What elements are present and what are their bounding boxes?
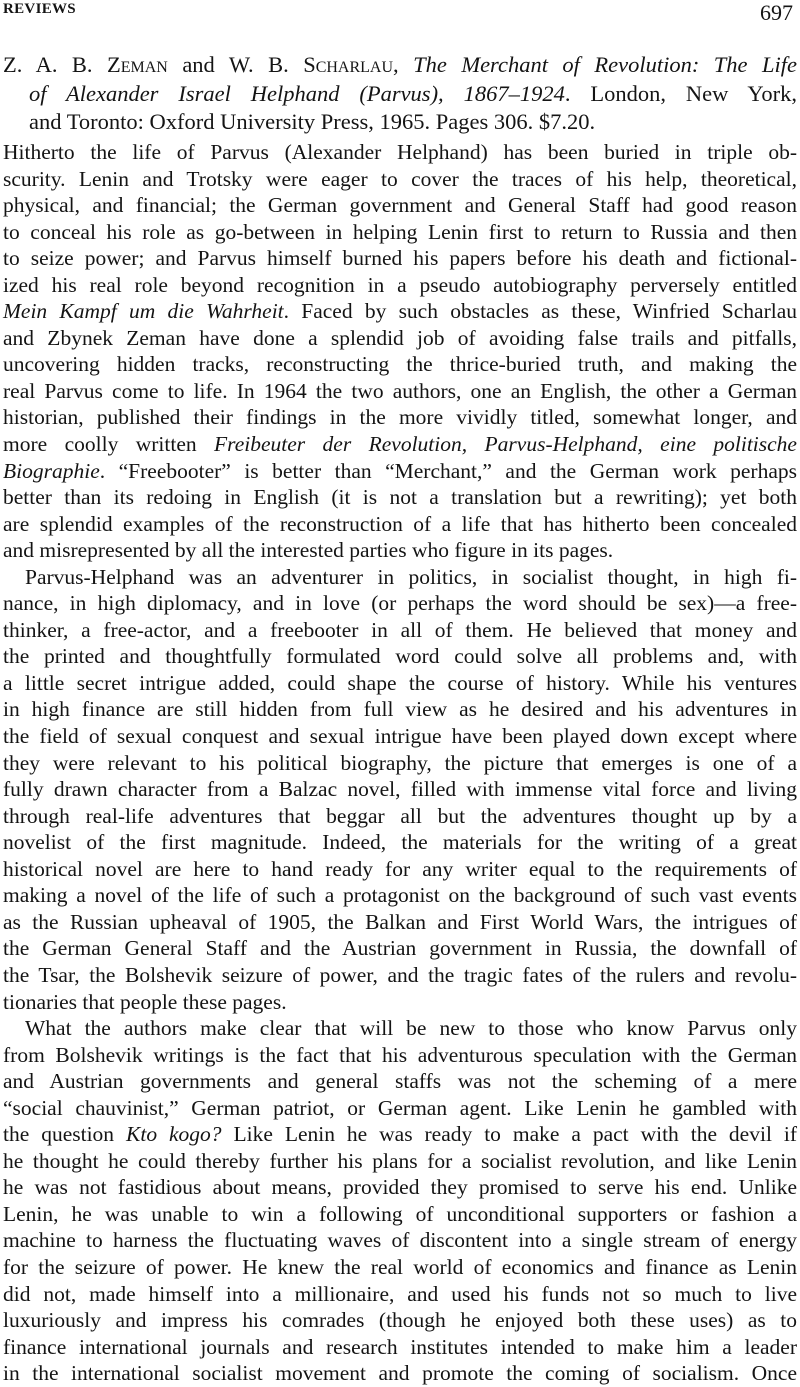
citation-text: . London, New York, <box>564 80 797 106</box>
text-line: he thought he could thereby further his plans for a socialist revolution, and like Lenin <box>3 1148 797 1173</box>
running-head: REVIEWS <box>3 1 76 17</box>
paragraph <box>3 1015 797 1387</box>
citation-line: and Toronto: Oxford University Press, 1965. Pages 306. $7.20. <box>29 109 596 134</box>
text-line: the German General Staff and the Austrian government in Russia, the downfall of <box>3 936 797 961</box>
text-line: “social chauvinist,” German patriot, or German agent. Like Lenin he gambled with <box>3 1095 797 1120</box>
text-line: to conceal his role as go-between in helping Lenin first to return to Russia and then <box>3 219 797 244</box>
text-span: more coolly written <box>3 432 215 457</box>
text-line: Lenin, he was unable to win a following of unconditional supporters or fashion a <box>3 1201 797 1226</box>
review-body <box>3 139 797 1387</box>
author-surname: Zeman <box>107 52 168 77</box>
italic-phrase: Kto kogo? <box>126 1122 222 1147</box>
text-line: luxuriously and impress his comrades (though he enjoyed both these uses) as to <box>3 1308 797 1333</box>
text-line: a little secret intrigue added, could shape the course of history. While his ventures <box>3 670 797 695</box>
text-line: from Bolshevik writings is the fact that his adventurous speculation with the German <box>3 1042 797 1067</box>
paragraph <box>3 564 797 1015</box>
book-citation <box>3 51 797 137</box>
text-line: finance international journals and research institutes intended to make him a leader <box>3 1334 797 1359</box>
text-line: tionaries that people these pages. <box>3 989 287 1014</box>
text-line <box>3 1121 797 1148</box>
text-line: did not, made himself into a millionaire, and used his funds not so much to live <box>3 1281 797 1306</box>
text-span: Like Lenin he was ready to make a pact with the devil if <box>221 1122 797 1147</box>
citation-line <box>3 80 797 109</box>
book-title: The Merchant of Revolution: The Life <box>413 52 797 77</box>
text-line: the field of sexual conquest and sexual intrigue have been played down except where <box>3 724 797 749</box>
text-line: the printed and thoughtfully formulated word could solve all problems and, with <box>3 644 797 669</box>
text-line: Hitherto the life of Parvus (Alexander Helphand) has been buried in triple ob- <box>3 140 797 164</box>
text-line: they were relevant to his political biography, the picture that emerges is one of a <box>3 750 797 775</box>
text-line: the Tsar, the Bolshevik seizure of power, and the tragic fates of the rulers and revolu- <box>3 962 797 987</box>
text-line <box>3 431 797 458</box>
text-line: fully drawn character from a Balzac novel, filled with immense vital force and living <box>3 777 797 802</box>
text-line: real Parvus come to life. In 1964 the two authors, one an English, the other a German <box>3 378 797 403</box>
text-line: through real-life adventures that beggar all but the adventures thought up by a <box>3 803 797 828</box>
paragraph <box>3 139 797 564</box>
page-header <box>3 0 795 24</box>
text-line: ized his real role beyond recognition in a pseudo autobiography perversely entitled <box>3 272 797 297</box>
author-surname: Scharlau <box>303 52 394 77</box>
text-line: machine to harness the fluctuating waves of discontent into a single stream of energy <box>3 1228 797 1253</box>
text-line: historical novel are here to hand ready for any writer equal to the requirements of <box>3 856 797 881</box>
text-line: are splendid examples of the reconstruction of a life that has hitherto been concealed <box>3 511 797 536</box>
citation-text: and W. B. <box>167 52 304 77</box>
text-line: and Austrian governments and general staffs was not the scheming of a mere <box>3 1069 797 1094</box>
text-line: making a novel of the life of such a protagonist on the background of such vast events <box>3 883 797 908</box>
italic-title: Freibeuter der Revolution, Parvus-Helphand, eine politische <box>214 432 797 457</box>
text-span: . Faced by such obstacles as these, Winfried Scharlau <box>283 299 797 324</box>
text-line: nance, in high diplomacy, and in love (or perhaps the word should be sex)—a free- <box>3 591 797 616</box>
text-line: physical, and financial; the German government and General Staff had good reason <box>3 193 797 218</box>
text-line: he was not fastidious about means, provided they promised to serve his end. Unlike <box>3 1175 797 1200</box>
text-line: uncovering hidden tracks, reconstructing the thrice-buried truth, and making the <box>3 352 797 377</box>
author-initials: Z. A. B. <box>3 52 107 77</box>
text-line: Parvus-Helphand was an adventurer in politics, in socialist thought, in high fi- <box>25 564 797 589</box>
text-line: novelist of the first magnitude. Indeed, the materials for the writing of a great <box>3 830 797 855</box>
text-line: in the international socialist movement and promote the coming of socialism. Once <box>3 1361 797 1386</box>
citation-text: , <box>393 52 414 77</box>
text-span: . “Freebooter” is better than “Merchant,” and the German work perhaps <box>99 458 797 483</box>
text-line: better than its redoing in English (it is not a translation but a rewriting); yet both <box>3 485 797 510</box>
text-line: and Zbynek Zeman have done a splendid job of avoiding false trails and pitfalls, <box>3 325 797 350</box>
text-span: the question <box>3 1122 126 1147</box>
text-line: for the seizure of power. He knew the real world of economics and finance as Lenin <box>3 1254 797 1279</box>
book-title: of Alexander Israel Helphand (Parvus), 1867–1924 <box>29 80 565 106</box>
text-line: What the authors make clear that will be new to those who know Parvus only <box>25 1016 797 1041</box>
citation-line <box>3 51 797 80</box>
text-line <box>3 458 797 485</box>
text-line: and misrepresented by all the interested parties who figure in its pages. <box>3 538 614 563</box>
text-line: to seize power; and Parvus himself burned his papers before his death and fictional- <box>3 246 797 271</box>
text-line: in high finance are still hidden from full view as he desired and his adventures in <box>3 697 797 722</box>
italic-title: Mein Kampf um die Wahrheit <box>3 299 284 324</box>
page-number: 697 <box>760 0 793 25</box>
text-line: scurity. Lenin and Trotsky were eager to cover the traces of his help, theoretical, <box>3 166 797 191</box>
text-line: historian, published their findings in the more vividly titled, somewhat longer, and <box>3 405 797 430</box>
text-line: thinker, a free-actor, and a freebooter in all of them. He believed that money and <box>3 617 797 642</box>
text-line <box>3 298 797 325</box>
text-line: as the Russian upheaval of 1905, the Balkan and First World Wars, the intrigues of <box>3 909 797 934</box>
italic-title: Biographie <box>3 458 100 483</box>
